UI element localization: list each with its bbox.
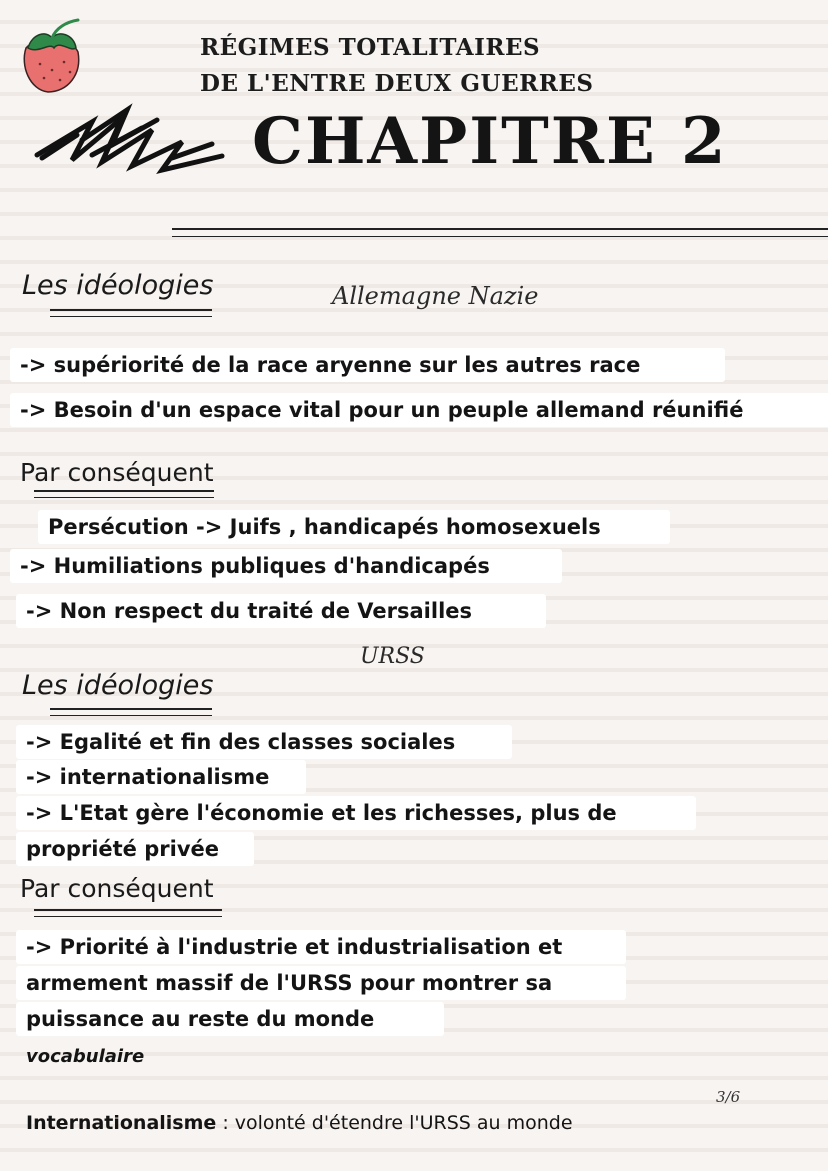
chapter-title: CHAPITRE 2 [252, 104, 728, 179]
title-underline [50, 309, 212, 317]
germany-label: Allemagne Nazie [332, 282, 539, 310]
scribble-decoration [32, 100, 232, 180]
vocabulary-definition: : volonté d'étendre l'URSS au monde [216, 1112, 573, 1134]
title-underline [50, 708, 212, 716]
urss-idea-1: -> Egalité et fin des classes sociales [16, 725, 512, 759]
title-underline [34, 490, 214, 498]
header-divider [172, 228, 828, 237]
germany-ideologies-title: Les idéologies [22, 270, 214, 301]
vocabulary-term: Internationalisme [26, 1112, 217, 1134]
germany-consequence-2: -> Humiliations publiques d'handicapés [10, 549, 562, 583]
germany-consequence-1: Persécution -> Juifs , handicapés homosexuels [38, 510, 670, 544]
urss-consequence-3: puissance au reste du monde [16, 1002, 444, 1036]
page-number: 3/6 [716, 1088, 741, 1106]
urss-label: URSS [360, 644, 425, 669]
strawberry-icon [16, 18, 88, 94]
urss-idea-4: propriété privée [16, 832, 254, 866]
urss-ideologies-title: Les idéologies [22, 670, 214, 701]
germany-consequence-3: -> Non respect du traité de Versailles [16, 594, 546, 628]
vocabulary-title: vocabulaire [26, 1046, 145, 1067]
title-line-2: DE L'ENTRE DEUX GUERRES [200, 70, 594, 97]
urss-consequence-2: armement massif de l'URSS pour montrer sa [16, 966, 626, 1000]
vocabulary-entry [26, 1112, 573, 1134]
germany-idea-1: -> supériorité de la race aryenne sur les autres race [10, 348, 725, 382]
urss-consequence-1: -> Priorité à l'industrie et industrialisation et [16, 930, 626, 964]
urss-idea-3: -> L'Etat gère l'économie et les richesses, plus de [16, 796, 696, 830]
urss-idea-2: -> internationalisme [16, 760, 306, 794]
title-underline [34, 909, 222, 917]
germany-consequence-title: Par conséquent [20, 458, 214, 487]
urss-consequence-title: Par conséquent [20, 874, 214, 903]
germany-idea-2: -> Besoin d'un espace vital pour un peuple allemand réunifié [10, 393, 828, 427]
title-line-1: RÉGIMES TOTALITAIRES [200, 34, 541, 61]
